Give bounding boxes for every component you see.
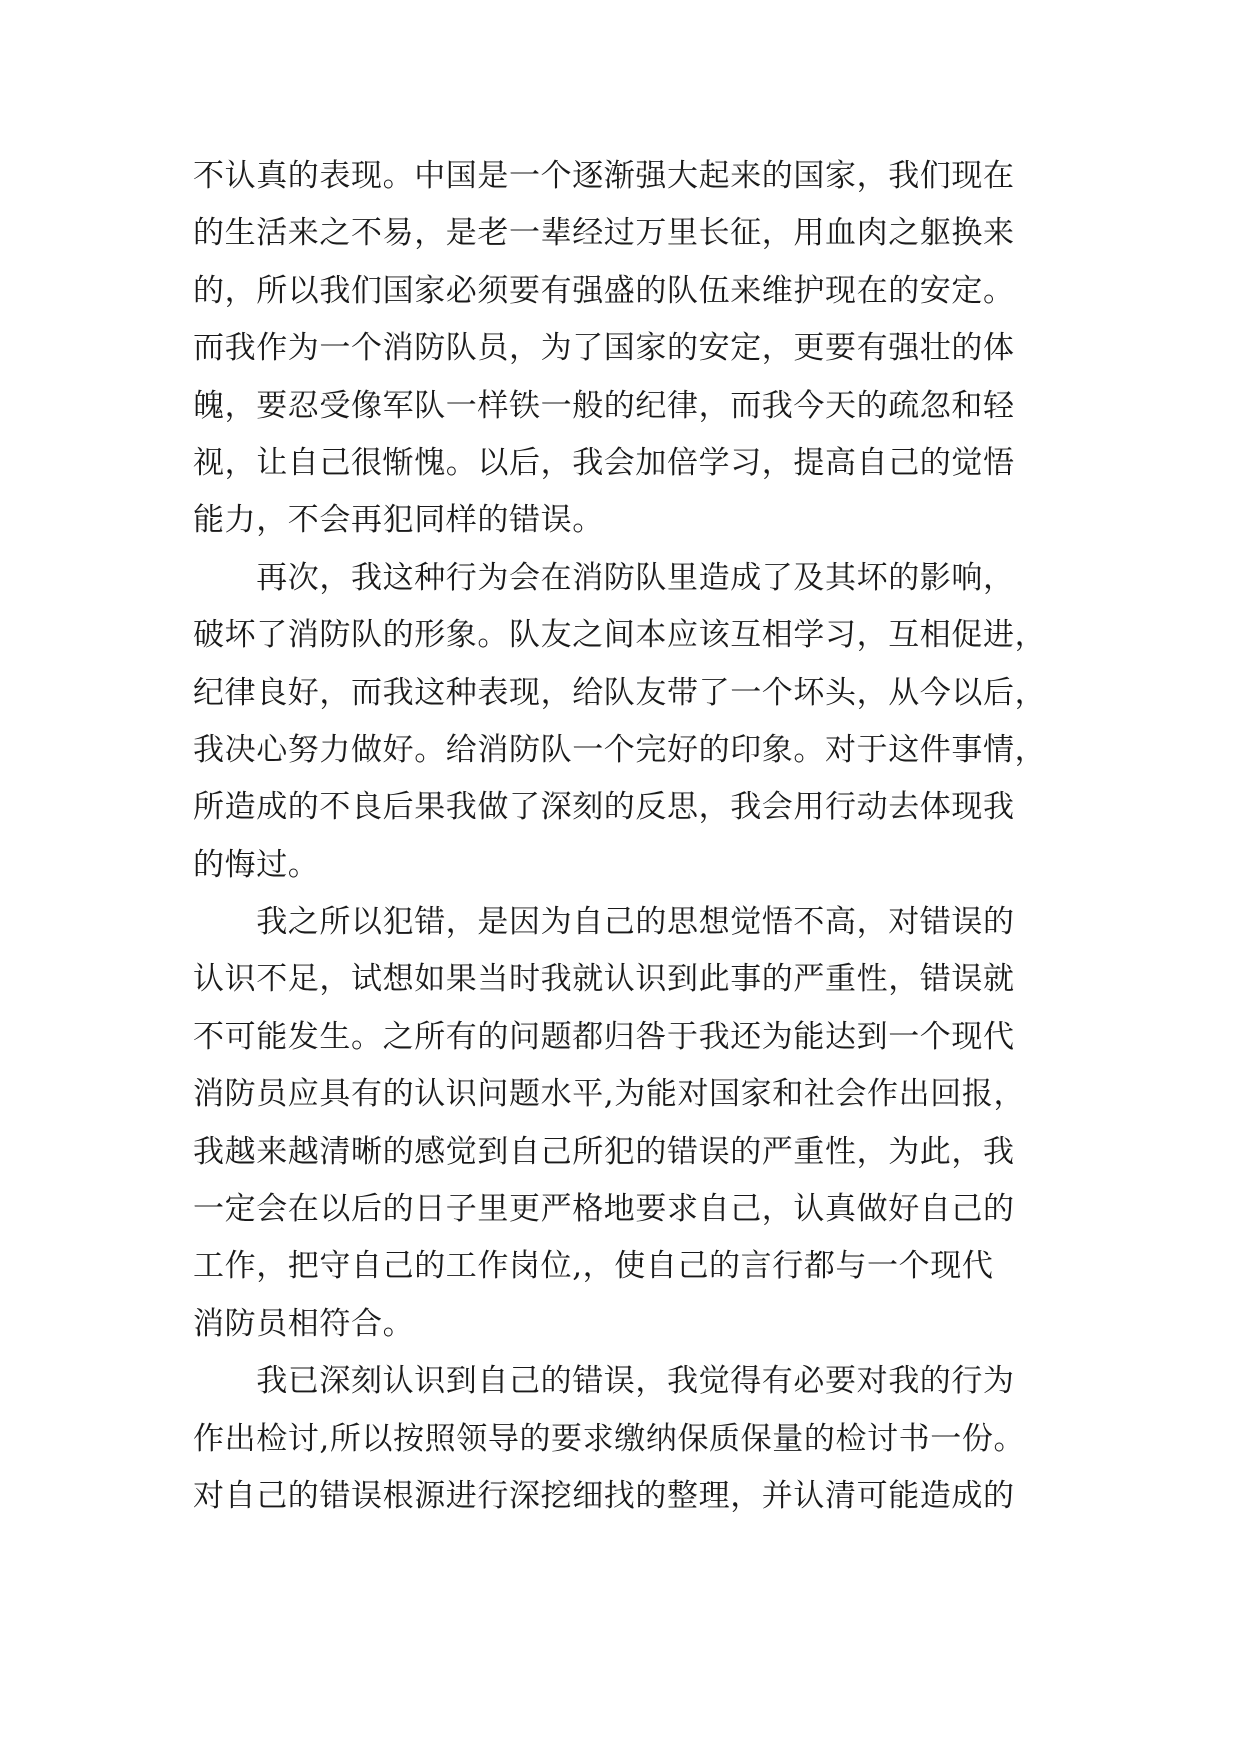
text-line: 工作，把守自己的工作岗位,，使自己的言行都与一个现代: [193, 1248, 994, 1285]
text-line: 我已深刻认识到自己的错误，我觉得有必要对我的行为: [193, 1363, 1015, 1400]
text-line: 我决心努力做好。给消防队一个完好的印象。对于这件事情，: [193, 731, 1047, 768]
text-line: 不认真的表现。中国是一个逐渐强大起来的国家，我们现在: [193, 158, 1015, 194]
text-line: 魄，要忍受像军队一样铁一般的纪律，而我今天的疏忽和轻: [193, 387, 1015, 424]
text-line: 对自己的错误根源进行深挖细找的整理，并认清可能造成的: [193, 1477, 1015, 1514]
text-line: 的悔过。: [193, 846, 320, 883]
body-text: [193, 148, 1073, 1525]
text-line: 我越来越清晰的感觉到自己所犯的错误的严重性，为此，我: [193, 1133, 1015, 1170]
text-line: 的，所以我们国家必须要有强盛的队伍来维护现在的安定。: [193, 272, 1015, 309]
text-line: 再次，我这种行为会在消防队里造成了及其坏的影响，: [193, 559, 1015, 596]
text-line: 而我作为一个消防队员，为了国家的安定，更要有强壮的体: [193, 330, 1015, 367]
text-line: 认识不足，试想如果当时我就认识到此事的严重性，错误就: [193, 961, 1015, 998]
text-line: 所造成的不良后果我做了深刻的反思，我会用行动去体现我: [193, 789, 1015, 826]
text-line: 消防员相符合。: [193, 1305, 415, 1342]
text-line: 作出检讨,所以按照领导的要求缴纳保质保量的检讨书一份。: [193, 1420, 1026, 1457]
text-line: 我之所以犯错，是因为自己的思想觉悟不高，对错误的: [193, 904, 1015, 941]
text-line: 一定会在以后的日子里更严格地要求自己，认真做好自己的: [193, 1191, 1015, 1228]
text-line: 的生活来之不易，是老一辈经过万里长征，用血肉之躯换来: [193, 215, 1015, 252]
text-line: 破坏了消防队的形象。队友之间本应该互相学习，互相促进，: [193, 617, 1047, 654]
text-line: 能力，不会再犯同样的错误。: [193, 502, 604, 539]
text-line: 视，让自己很惭愧。以后，我会加倍学习，提高自己的觉悟: [193, 444, 1015, 481]
text-line: 不可能发生。之所有的问题都归咎于我还为能达到一个现代: [193, 1018, 1015, 1055]
text-line: 纪律良好，而我这种表现，给队友带了一个坏头，从今以后，: [193, 674, 1047, 711]
text-line: 消防员应具有的认识问题水平,为能对国家和社会作出回报，: [193, 1076, 1026, 1113]
